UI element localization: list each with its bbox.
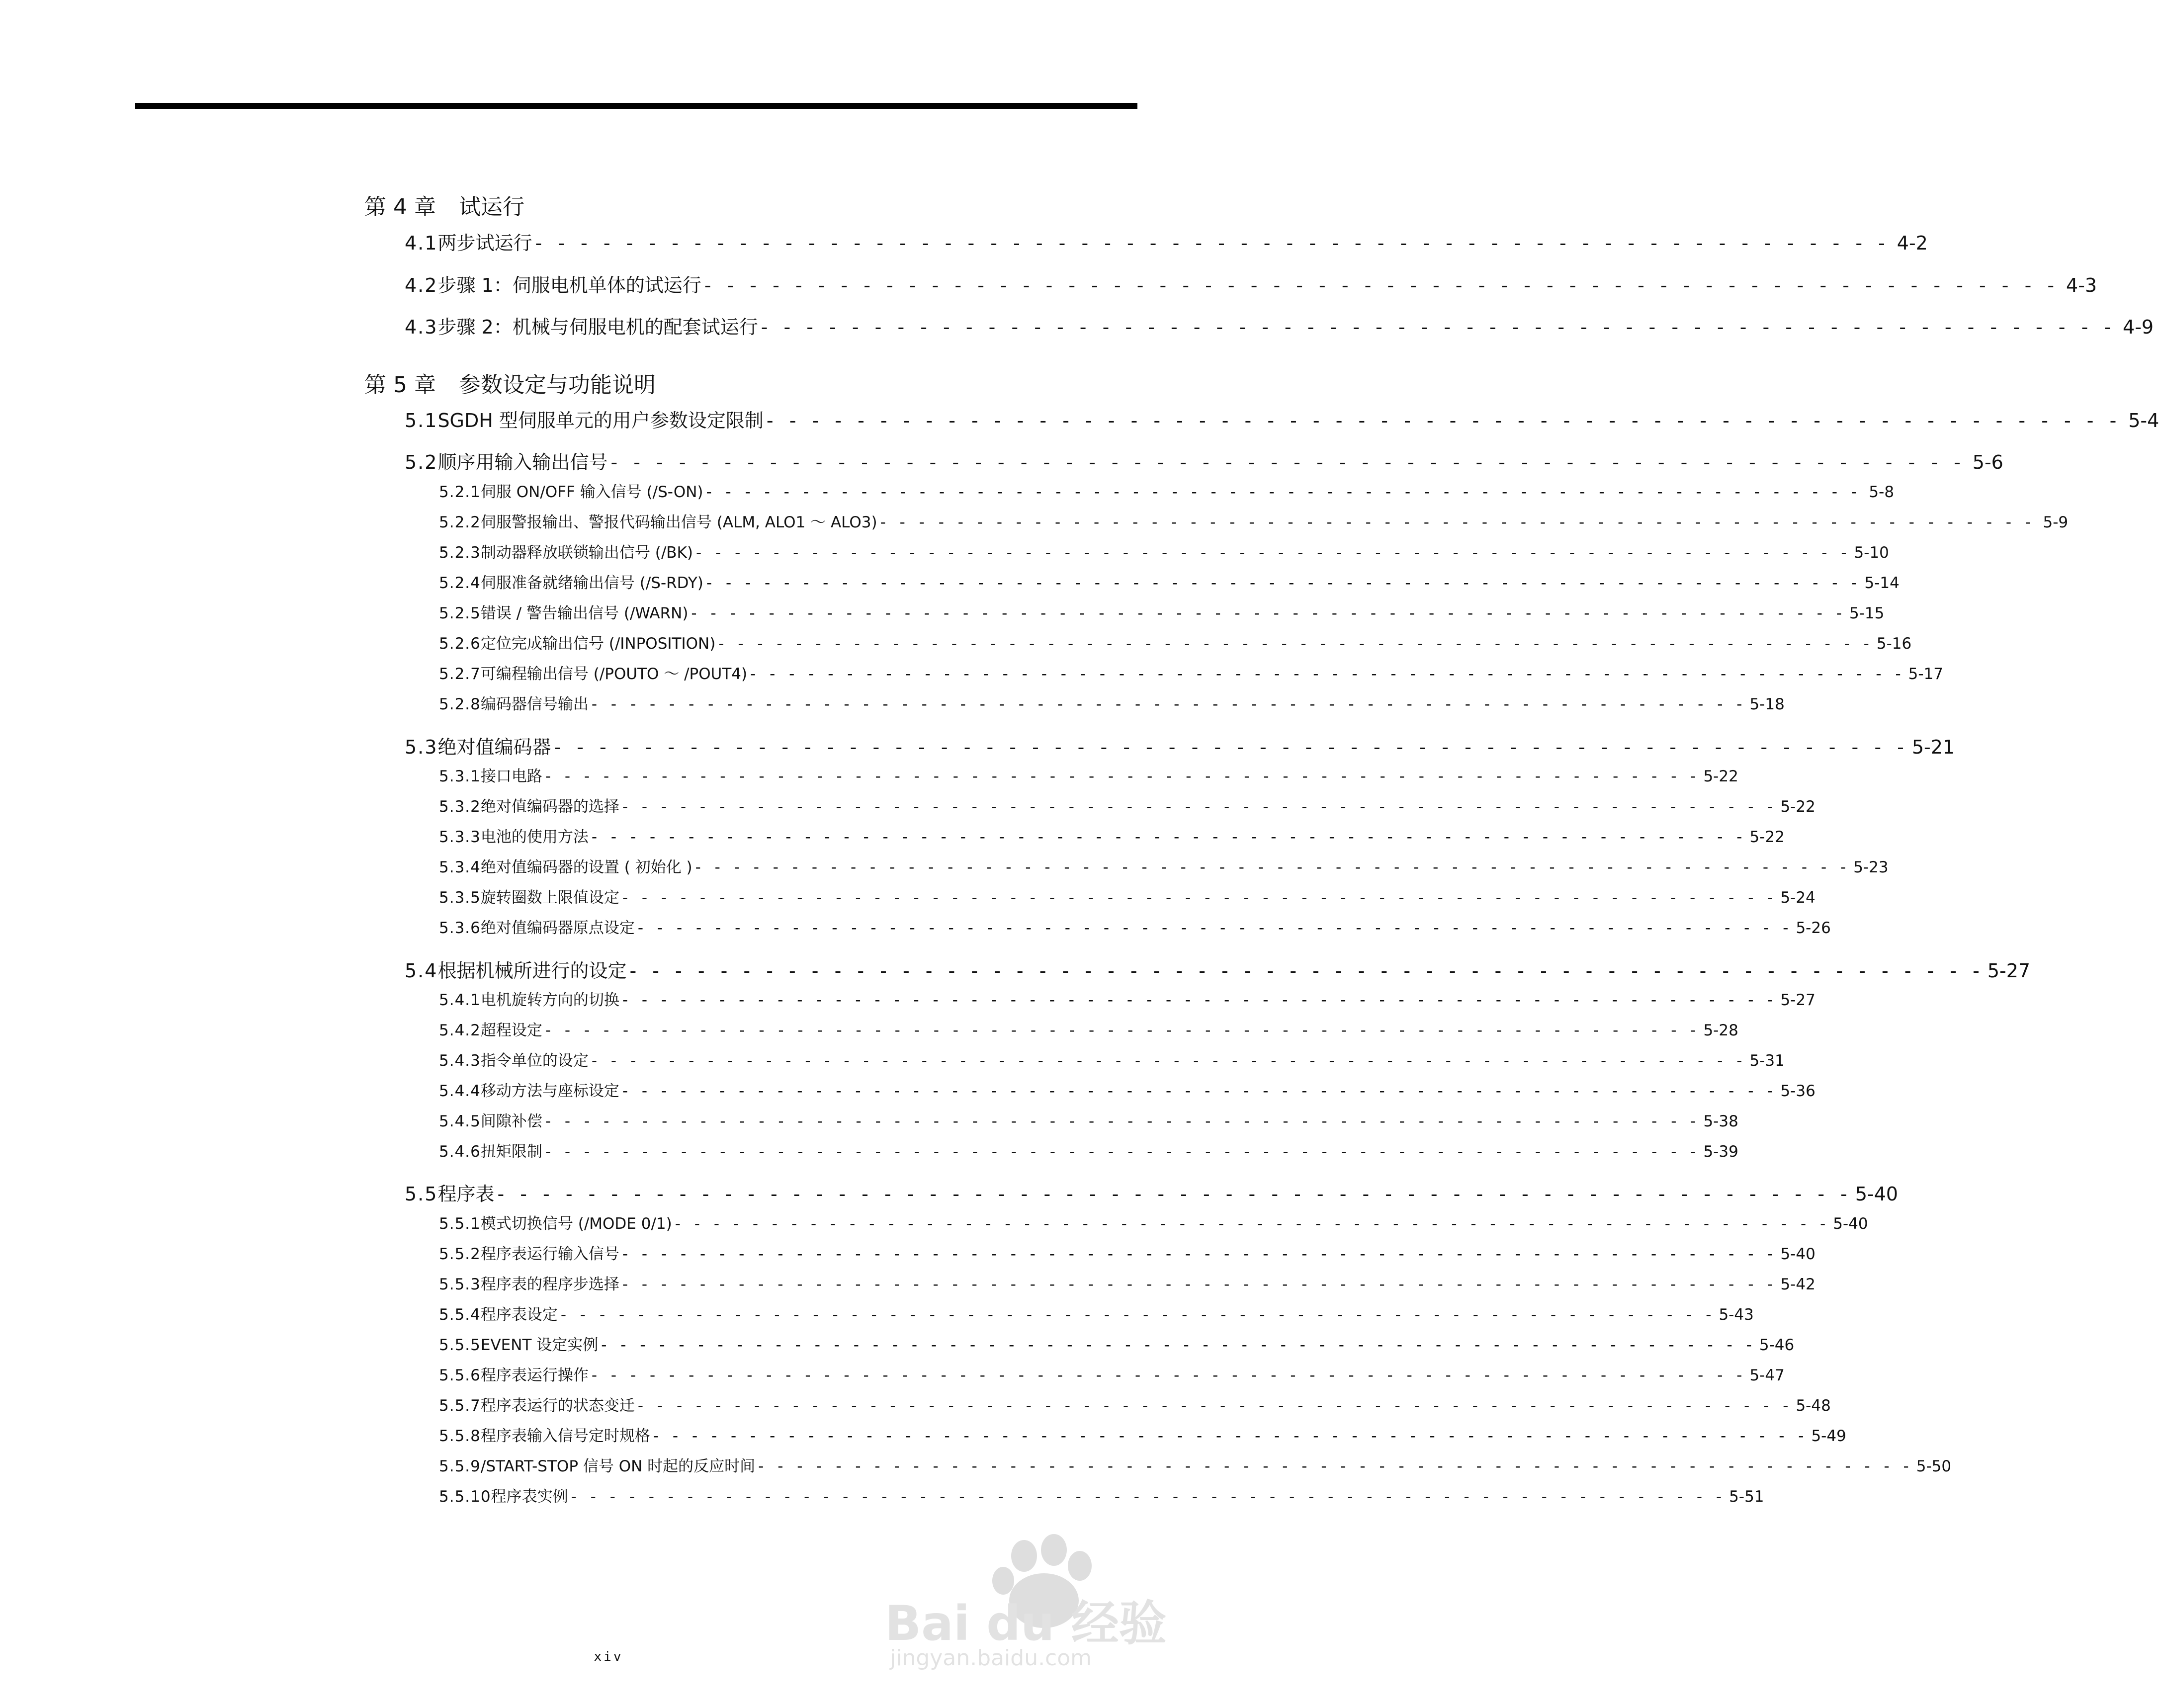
subsection-entry [439, 1393, 1831, 1415]
dot-leader: - - - - - - - - - - - - - - - - - - - - - - - - - - - - - - - - - - - - - - - - - - - - - - - - - - - - - - - - - - - - [545, 768, 1701, 785]
subsection-entry [439, 600, 1885, 623]
entry-title: 间隙补偿 [480, 1112, 542, 1130]
entry-page: 5-31 [1749, 1052, 1785, 1070]
entry-number: 5.3.6 [439, 919, 481, 937]
entry-number: 4.1 [405, 232, 438, 254]
entry-page: 5-36 [1780, 1082, 1815, 1100]
entry-number: 5.2.2 [439, 513, 481, 531]
subsection-entry [439, 824, 1785, 847]
entry-page: 5-50 [1916, 1457, 1952, 1475]
entry-title: 绝对值编码器的设置 ( 初始化 ) [480, 858, 692, 876]
subsection-entry [439, 1211, 1868, 1233]
entry-title: 扭矩限制 [480, 1143, 542, 1161]
entry-page: 5-49 [1811, 1427, 1846, 1445]
entry-number: 5.2.3 [439, 544, 481, 562]
entry-title: 步骤 1：伺服电机单体的试运行 [437, 274, 701, 296]
entry-number: 5.2.4 [439, 574, 481, 592]
entry-page: 5-40 [1833, 1215, 1868, 1233]
entry-number: 5.5.4 [439, 1306, 481, 1324]
entry-page: 5-14 [1864, 574, 1900, 592]
entry-title: 参数设定与功能说明 [459, 372, 656, 398]
entry-page: 5-48 [1796, 1397, 1831, 1415]
entry-page: 5-15 [1849, 604, 1885, 622]
entry-title: 电池的使用方法 [480, 828, 589, 846]
entry-page: 5-6 [1972, 451, 2003, 473]
watermark-url: jingyan.baidu.com [890, 1645, 1092, 1671]
section-entry [405, 447, 2003, 474]
entry-page: 5-42 [1780, 1276, 1815, 1293]
entry-number: 5.3.2 [439, 798, 481, 816]
entry-number: 5.4.2 [439, 1022, 481, 1039]
entry-title: 绝对值编码器原点设定 [480, 919, 635, 937]
dot-leader: - - - - - - - - - - - - - - - - - - - - - - - - - - - - - - - - - - - - - - - - - - - - - - - - - - - - - - - - - - - - [766, 410, 2122, 431]
subsection-entry [439, 1139, 1738, 1161]
entry-title: 试运行 [459, 194, 524, 220]
entry-page: 5-16 [1876, 635, 1912, 653]
subsection-entry [439, 1423, 1846, 1446]
entry-title: 程序表运行输入信号 [480, 1245, 619, 1263]
subsection-entry [439, 1048, 1785, 1070]
dot-leader: - - - - - - - - - - - - - - - - - - - - - - - - - - - - - - - - - - - - - - - - - - - - - - - - - - - - - - - - - - - - [601, 1336, 1756, 1354]
entry-page: 4-3 [2066, 274, 2097, 296]
dot-leader: - - - - - - - - - - - - - - - - - - - - - - - - - - - - - - - - - - - - - - - - - - - - - - - - - - - - - - - - - - - - [691, 604, 1846, 622]
entry-title: 模式切换信号 (/MODE 0/1) [480, 1215, 672, 1233]
entry-number: 4.3 [405, 316, 438, 338]
subsection-entry [439, 1241, 1815, 1264]
dot-leader: - - - - - - - - - - - - - - - - - - - - - - - - - - - - - - - - - - - - - - - - - - - - - - - - - - - - - - - - - - - - [622, 1245, 1778, 1263]
entry-number: 5.4.4 [439, 1082, 481, 1100]
entry-number: 5.4.1 [439, 991, 481, 1009]
entry-number: 5.2.1 [439, 483, 481, 501]
entry-number: 4.2 [405, 274, 438, 296]
subsection-entry [439, 794, 1815, 816]
section-entry [405, 955, 2031, 983]
dot-leader: - - - - - - - - - - - - - - - - - - - - - - - - - - - - - - - - - - - - - - - - - - - - - - - - - - - - - - - - - - - - [535, 232, 1890, 254]
entry-page: 5-22 [1703, 768, 1738, 785]
entry-title: 程序表的程序步选择 [480, 1276, 619, 1293]
entry-title: 伺服 ON/OFF 输入信号 (/S-ON) [480, 483, 703, 501]
entry-title: 旋转圈数上限值设定 [480, 889, 619, 907]
entry-title: 定位完成输出信号 (/INPOSITION) [480, 635, 716, 653]
subsection-entry [439, 1109, 1738, 1131]
section-entry [405, 270, 2097, 297]
entry-title: 伺服准备就绪输出信号 (/S-RDY) [480, 574, 703, 592]
entry-number: 5.2.5 [439, 604, 481, 622]
subsection-entry [439, 570, 1900, 593]
entry-number: 5.1 [405, 410, 438, 431]
dot-leader: - - - - - - - - - - - - - - - - - - - - - - - - - - - - - - - - - - - - - - - - - - - - - - - - - - - - - - - - - - - - [629, 960, 1985, 982]
entry-title: 伺服警报输出、警报代码输出信号 (ALM, ALO1 ～ ALO3) [480, 513, 877, 531]
dot-leader: - - - - - - - - - - - - - - - - - - - - - - - - - - - - - - - - - - - - - - - - - - - - - - - - - - - - - - - - - - - - [545, 1112, 1701, 1130]
entry-number: 5.5.3 [439, 1276, 481, 1293]
entry-page: 5-28 [1703, 1022, 1738, 1039]
entry-title: 超程设定 [480, 1022, 542, 1039]
entry-number: 5.4.6 [439, 1143, 481, 1161]
entry-number: 第 4 章 [364, 194, 436, 220]
entry-number: 5.3.1 [439, 768, 481, 785]
entry-page: 5-23 [1853, 858, 1889, 876]
entry-page: 5-38 [1703, 1112, 1738, 1130]
page-number: xiv [594, 1649, 623, 1664]
chapter-heading [364, 189, 524, 221]
dot-leader: - - - - - - - - - - - - - - - - - - - - - - - - - - - - - - - - - - - - - - - - - - - - - - - - - - - - - - - - - - - - [622, 1082, 1778, 1100]
subsection-entry [439, 540, 1889, 562]
entry-page: 5-26 [1796, 919, 1831, 937]
entry-title: 步骤 2：机械与伺服电机的配套试运行 [437, 316, 758, 338]
entry-number: 5.5.8 [439, 1427, 481, 1445]
entry-title: 编码器信号输出 [480, 695, 589, 713]
entry-title: 程序表 [437, 1183, 495, 1205]
section-entry [405, 1179, 1899, 1206]
entry-title: 绝对值编码器 [437, 736, 551, 758]
entry-title: 绝对值编码器的选择 [480, 798, 619, 816]
entry-page: 5-18 [1749, 695, 1785, 713]
subsection-entry [439, 1018, 1738, 1040]
dot-leader: - - - - - - - - - - - - - - - - - - - - - - - - - - - - - - - - - - - - - - - - - - - - - - - - - - - - - - - - - - - - [497, 1183, 1852, 1205]
subsection-entry [439, 479, 1895, 502]
entry-title: 电机旋转方向的切换 [480, 991, 619, 1009]
dot-leader: - - - - - - - - - - - - - - - - - - - - - - - - - - - - - - - - - - - - - - - - - - - - - - - - - - - - - - - - - - - - [706, 483, 1862, 501]
subsection-entry [439, 691, 1785, 714]
dot-leader: - - - - - - - - - - - - - - - - - - - - - - - - - - - - - - - - - - - - - - - - - - - - - - - - - - - - - - - - - - - - [545, 1022, 1701, 1039]
entry-page: 5-8 [1869, 483, 1895, 501]
subsection-entry [439, 1302, 1754, 1324]
entry-title: 两步试运行 [437, 232, 532, 254]
dot-leader: - - - - - - - - - - - - - - - - - - - - - - - - - - - - - - - - - - - - - - - - - - - - - - - - - - - - - - - - - - - - [695, 544, 1851, 562]
entry-number: 5.5.7 [439, 1397, 481, 1415]
entry-page: 5-22 [1749, 828, 1785, 846]
entry-number: 5.2.7 [439, 665, 481, 683]
subsection-entry [439, 987, 1815, 1010]
entry-title: 接口电路 [480, 768, 542, 785]
entry-number: 5.3.3 [439, 828, 481, 846]
dot-leader: - - - - - - - - - - - - - - - - - - - - - - - - - - - - - - - - - - - - - - - - - - - - - - - - - - - - - - - - - - - - [706, 574, 1862, 592]
entry-title: 程序表实例 [491, 1488, 568, 1506]
dot-leader: - - - - - - - - - - - - - - - - - - - - - - - - - - - - - - - - - - - - - - - - - - - - - - - - - - - - - - - - - - - - [750, 665, 1905, 683]
subsection-entry [439, 1272, 1815, 1294]
dot-leader: - - - - - - - - - - - - - - - - - - - - - - - - - - - - - - - - - - - - - - - - - - - - - - - - - - - - - - - - - - - - [622, 991, 1778, 1009]
entry-page: 5-43 [1719, 1306, 1754, 1324]
entry-number: 5.5.10 [439, 1488, 491, 1506]
entry-page: 5-4 [2128, 410, 2159, 431]
section-entry [405, 732, 1955, 759]
dot-leader: - - - - - - - - - - - - - - - - - - - - - - - - - - - - - - - - - - - - - - - - - - - - - - - - - - - - - - - - - - - - [637, 919, 1793, 937]
entry-page: 5-9 [2043, 513, 2069, 531]
entry-title: 移动方法与座标设定 [480, 1082, 619, 1100]
dot-leader: - - - - - - - - - - - - - - - - - - - - - - - - - - - - - - - - - - - - - - - - - - - - - - - - - - - - - - - - - - - - [704, 274, 2060, 296]
entry-number: 5.5.1 [439, 1215, 481, 1233]
section-entry [405, 405, 2159, 432]
entry-number: 5.4.5 [439, 1112, 481, 1130]
entry-number: 5.3 [405, 736, 438, 758]
subsection-entry [439, 1332, 1795, 1355]
entry-page: 5-17 [1908, 665, 1944, 683]
entry-title: 根据机械所进行的设定 [437, 960, 627, 982]
dot-leader: - - - - - - - - - - - - - - - - - - - - - - - - - - - - - - - - - - - - - - - - - - - - - - - - - - - - - - - - - - - - [591, 1366, 1747, 1384]
entry-page: 4-2 [1897, 232, 1928, 254]
subsection-entry [439, 661, 1944, 683]
subsection-entry [439, 854, 1889, 877]
entry-number: 第 5 章 [364, 372, 436, 398]
dot-leader: - - - - - - - - - - - - - - - - - - - - - - - - - - - - - - - - - - - - - - - - - - - - - - - - - - - - - - - - - - - - [622, 1276, 1778, 1293]
dot-leader: - - - - - - - - - - - - - - - - - - - - - - - - - - - - - - - - - - - - - - - - - - - - - - - - - - - - - - - - - - - - [545, 1143, 1701, 1161]
section-entry [405, 312, 2154, 339]
chapter-heading [364, 367, 656, 399]
dot-leader: - - - - - - - - - - - - - - - - - - - - - - - - - - - - - - - - - - - - - - - - - - - - - - - - - - - - - - - - - - - - [560, 1306, 1716, 1324]
entry-title: 制动器释放联锁输出信号 (/BK) [480, 544, 693, 562]
baidu-jingyan-watermark [875, 1526, 1183, 1675]
entry-title: 错误 / 警告输出信号 (/WARN) [480, 604, 689, 622]
entry-number: 5.5.6 [439, 1366, 481, 1384]
entry-page: 5-10 [1854, 544, 1889, 562]
dot-leader: - - - - - - - - - - - - - - - - - - - - - - - - - - - - - - - - - - - - - - - - - - - - - - - - - - - - - - - - - - - - [758, 1457, 1913, 1475]
entry-title: SGDH 型伺服单元的用户参数设定限制 [437, 410, 764, 431]
dot-leader: - - - - - - - - - - - - - - - - - - - - - - - - - - - - - - - - - - - - - - - - - - - - - - - - - - - - - - - - - - - - [591, 828, 1747, 846]
subsection-entry [439, 510, 2069, 532]
entry-number: 5.3.4 [439, 858, 481, 876]
subsection-entry [439, 631, 1912, 653]
entry-title: 指令单位的设定 [480, 1052, 589, 1070]
dot-leader: - - - - - - - - - - - - - - - - - - - - - - - - - - - - - - - - - - - - - - - - - - - - - - - - - - - - - - - - - - - - [554, 736, 1909, 758]
dot-leader: - - - - - - - - - - - - - - - - - - - - - - - - - - - - - - - - - - - - - - - - - - - - - - - - - - - - - - - - - - - - [591, 695, 1747, 713]
entry-title: /START-STOP 信号 ON 时起的反应时间 [480, 1457, 756, 1475]
entry-page: 5-39 [1703, 1143, 1738, 1161]
entry-page: 5-46 [1759, 1336, 1795, 1354]
section-entry [405, 228, 1928, 255]
entry-number: 5.2 [405, 451, 438, 473]
entry-page: 5-21 [1911, 736, 1955, 758]
entry-page: 5-40 [1855, 1183, 1899, 1205]
dot-leader: - - - - - - - - - - - - - - - - - - - - - - - - - - - - - - - - - - - - - - - - - - - - - - - - - - - - - - - - - - - - [675, 1215, 1830, 1233]
dot-leader: - - - - - - - - - - - - - - - - - - - - - - - - - - - - - - - - - - - - - - - - - - - - - - - - - - - - - - - - - - - - [622, 889, 1778, 907]
subsection-entry [439, 915, 1831, 938]
subsection-entry [439, 1363, 1785, 1385]
dot-leader: - - - - - - - - - - - - - - - - - - - - - - - - - - - - - - - - - - - - - - - - - - - - - - - - - - - - - - - - - - - - [571, 1488, 1727, 1506]
entry-title: 程序表运行的状态变迁 [480, 1397, 635, 1415]
entry-title: 程序表设定 [480, 1306, 558, 1324]
entry-title: 顺序用输入输出信号 [437, 451, 608, 473]
watermark-brand: Bai du 经验 [885, 1596, 1167, 1651]
subsection-entry [439, 1078, 1815, 1101]
dot-leader: - - - - - - - - - - - - - - - - - - - - - - - - - - - - - - - - - - - - - - - - - - - - - - - - - - - - - - - - - - - - [610, 451, 1966, 473]
entry-number: 5.2.8 [439, 695, 481, 713]
entry-page: 5-47 [1749, 1366, 1785, 1384]
dot-leader: - - - - - - - - - - - - - - - - - - - - - - - - - - - - - - - - - - - - - - - - - - - - - - - - - - - - - - - - - - - - [622, 798, 1778, 816]
dot-leader: - - - - - - - - - - - - - - - - - - - - - - - - - - - - - - - - - - - - - - - - - - - - - - - - - - - - - - - - - - - - [761, 316, 2116, 338]
entry-number: 5.4.3 [439, 1052, 481, 1070]
subsection-entry [439, 764, 1738, 786]
dot-leader: - - - - - - - - - - - - - - - - - - - - - - - - - - - - - - - - - - - - - - - - - - - - - - - - - - - - - - - - - - - - [880, 513, 2036, 531]
subsection-entry [439, 885, 1815, 907]
dot-leader: - - - - - - - - - - - - - - - - - - - - - - - - - - - - - - - - - - - - - - - - - - - - - - - - - - - - - - - - - - - - [695, 858, 1851, 876]
entry-title: 程序表输入信号定时规格 [480, 1427, 650, 1445]
entry-page: 4-9 [2123, 316, 2154, 338]
entry-number: 5.3.5 [439, 889, 481, 907]
dot-leader: - - - - - - - - - - - - - - - - - - - - - - - - - - - - - - - - - - - - - - - - - - - - - - - - - - - - - - - - - - - - [637, 1397, 1793, 1415]
entry-number: 5.2.6 [439, 635, 481, 653]
entry-page: 5-27 [1780, 991, 1815, 1009]
entry-page: 5-40 [1780, 1245, 1815, 1263]
entry-title: 程序表运行操作 [480, 1366, 589, 1384]
entry-page: 5-51 [1729, 1488, 1764, 1506]
entry-number: 5.4 [405, 960, 438, 982]
entry-title: EVENT 设定实例 [480, 1336, 599, 1354]
entry-page: 5-27 [1987, 960, 2031, 982]
subsection-entry [439, 1453, 1952, 1476]
dot-leader: - - - - - - - - - - - - - - - - - - - - - - - - - - - - - - - - - - - - - - - - - - - - - - - - - - - - - - - - - - - - [718, 635, 1874, 653]
entry-title: 可编程输出信号 (/POUTO ～ /POUT4) [480, 665, 748, 683]
dot-leader: - - - - - - - - - - - - - - - - - - - - - - - - - - - - - - - - - - - - - - - - - - - - - - - - - - - - - - - - - - - - [653, 1427, 1809, 1445]
entry-page: 5-24 [1780, 889, 1815, 907]
entry-number: 5.5.2 [439, 1245, 481, 1263]
dot-leader: - - - - - - - - - - - - - - - - - - - - - - - - - - - - - - - - - - - - - - - - - - - - - - - - - - - - - - - - - - - - [591, 1052, 1747, 1070]
subsection-entry [439, 1484, 1764, 1506]
entry-page: 5-22 [1780, 798, 1815, 816]
entry-number: 5.5 [405, 1183, 438, 1205]
entry-number: 5.5.5 [439, 1336, 481, 1354]
entry-number: 5.5.9 [439, 1457, 481, 1475]
